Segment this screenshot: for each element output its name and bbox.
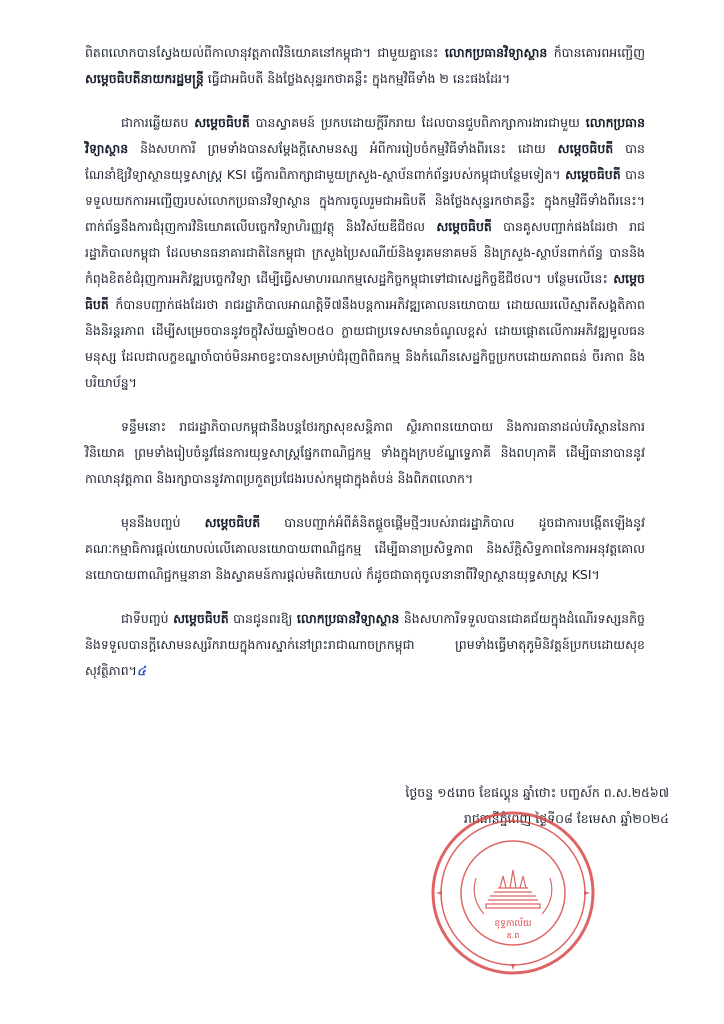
- p2-bold-5: សម្ដេចធិបតី: [436, 219, 492, 234]
- official-seal: [428, 808, 598, 978]
- seal-office-label: ខុទ្ទកាល័យ: [494, 919, 532, 929]
- p1-bold-prime-minister: សម្ដេចធិបតីនាយករដ្ឋមន្ត្រី: [85, 71, 204, 86]
- p2-bold-1: សម្ដេចធិបតី: [194, 115, 250, 130]
- p2-bold-6: សម្ដេចធិបតី: [85, 271, 645, 312]
- paragraph-1: [85, 40, 645, 92]
- p2-bold-2: លោកប្រធានវិទ្យាស្ថាន: [85, 115, 646, 156]
- seal-emblem: [474, 870, 552, 914]
- paragraph-3: [85, 414, 645, 492]
- p2-text-h: ក៏បានបញ្ជាក់ផងដែរថា រាជរដ្ឋាភិបាលអាណត្តិទី៧នឹងបន្តការអភិវឌ្ឍគោលនយោបាយ ដោយឈរលើស្មារតីសង្គតិភាព និងនិរន្តរភាព ដើម្បីសម្រេចបាននូវចក្ខុវិស័យឆ្នាំ២០៥០ ក្លាយជាប្រទេសមានចំណូលខ្ពស់ ដោយផ្ដោតលើការអភិវឌ្ឍមូលធនមនុស្ស ដែលជាលក្ខខណ្ឌចាំបាច់មិនអាចខ្វះបានសម្រាប់ជំរុញពិពិធកម្ម និងកំណើនសេដ្ឋកិច្ចប្រកបដោយភាពធន់ ចីរភាព និងបរិយាប័ន្ន។: [85, 297, 645, 390]
- paragraph-2: [85, 110, 645, 396]
- solar-date-line: រាជធានីភ្នំពេញ ថ្ងៃទី០៨ ខែមេសា ឆ្នាំ២០២៤: [463, 811, 669, 826]
- p5-bold-1: សម្ដេចធិបតី: [173, 611, 229, 626]
- p5-text-c: បានជូនពរឱ្យ: [228, 611, 297, 626]
- document-body: [85, 40, 645, 702]
- p5-text-d: និងសហការីទទួលបានជោគជ័យក្នុងដំណើរទស្សនកិច្ច និងទទួលបានក្ដីសោមនស្សរីករាយក្នុងការស្នាក់នៅព្រះរាជាណាចក្រកម្ពុជា ព្រមទាំងធ្វើមាតុភូមិនិវត្តន៍ប្រកបដោយសុខសុវត្ថិភាព។: [85, 611, 645, 678]
- p2-text-c: បានស្វាគមន៍ ប្រកបដោយក្ដីរីករាយ ដែលបានជួបពិភាក្សាការងារជាមួយ: [249, 115, 586, 130]
- p2-text-g: បានគូសបញ្ជាក់ផងដែរថា រាជរដ្ឋាភិបាលកម្ពុជា ដែលមានធនាគារជាតិនៃកម្ពុជា ក្រសួងប្រៃសណីយ៍និងទូរគមនាគមន៍ និងក្រសួង-ស្ថាប័នពាក់ព័ន្ធ បាននិងកំពុងខិតខំជំរុញការអភិវឌ្ឍបច្ចេកវិទ្យា ដើម្បីធ្វើសមាហរណកម្មសេដ្ឋកិច្ចកម្ពុជាទៅជាសេដ្ឋកិច្ចឌីជីថល។ បន្ថែមលើនេះ: [85, 219, 645, 286]
- lunar-date-line: ថ្ងៃចន្ទ ១៥រោច ខែផល្គុន ឆ្នាំថោះ បញ្ចស័ក ព.ស.២៥៦៧: [405, 785, 669, 800]
- p4-text-a: មុននឹងបញ្ចប់: [121, 515, 205, 530]
- p1-text-c: ក៏បានគោរពអញ្ជើញ: [547, 45, 645, 60]
- p1-bold-institute-president: លោកប្រធានវិទ្យាស្ថាន: [444, 45, 548, 60]
- p5-text-a: ជាទីបញ្ចប់: [121, 611, 174, 626]
- p4-text-c: បានបញ្ជាក់អំពីគំនិតផ្តួចផ្តើមថ្មីៗរបស់រាជរដ្ឋាភិបាល ដូចជាការបង្កើតឡើងនូវគណៈកម្មាធិការផ្ដល់យោបល់លើគោលនយោបាយពាណិជ្ជកម្ម ដើម្បីធានាប្រសិទ្ធភាព និងស័ក្តិសិទ្ធភាពនៃការអនុវត្តគោលនយោបាយពាណិជ្ជកម្មនានា និងស្វាគមន៍ការផ្ដល់មតិយោបល់ ក៏ដូចជាធាតុចូលនានាពីវិទ្យាស្ថានយុទ្ធសាស្ត្រ KSI។: [85, 515, 646, 582]
- p3-text-a: ទន្ទឹមនោះ រាជរដ្ឋាភិបាលកម្ពុជានឹងបន្តថែរក្សាសុខសន្តិភាព ស្ថិរភាពនយោបាយ និងការធានាដល់បរិស្ថាននៃការវិនិយោគ ព្រមទាំងរៀបចំនូវផែនការយុទ្ធសាស្ត្រផ្នែកពាណិជ្ជកម្ម ទាំងក្នុងក្របខ័ណ្ឌទ្វេភាគី និងពហុភាគី ដើម្បីធានាបាននូវកាលានុវត្តភាព និងរក្សាបាននូវភាពប្រកួតប្រជែងរបស់កម្ពុជាក្នុងតំបន់ និងពិភពលោក។: [85, 419, 645, 486]
- p2-bold-3: សម្ដេចធិបតី: [557, 141, 614, 156]
- paragraph-5: [85, 606, 645, 684]
- handwritten-mark: ៤: [136, 663, 146, 678]
- p4-bold-1: សម្ដេចធិបតី: [204, 515, 261, 530]
- p2-text-e: បានណែនាំឱ្យវិទ្យាស្ថានយុទ្ធសាស្ត្រ KSI ធ្វើការពិភាក្សាជាមួយក្រសួង-ស្ថាប័នពាក់ព័ន្ធរបស់កម្ពុជាបន្ថែមទៀត។: [85, 141, 645, 182]
- paragraph-4: [85, 510, 645, 588]
- seal-number-label: ឧ.ព: [506, 931, 520, 940]
- p2-text-f: បានទទួលយកការអញ្ជើញរបស់លោកប្រធានវិទ្យាស្ថាន ក្នុងការចូលរួមជាអធិបតី និងថ្លែងសុន្ទរកថាគន្លឹះ ក្នុងកម្មវិធីទាំងពីរនេះ។ ពាក់ព័ន្ធនឹងការជំរុញការវិនិយោគលើបច្ចេកវិទ្យាហិរញ្ញវត្ថុ និងវិស័យឌីជីថល: [85, 167, 645, 234]
- p2-bold-4: សម្ដេចធិបតី: [565, 167, 621, 182]
- seal-ring-pattern: [436, 816, 590, 970]
- p1-text-a: ពិតពលោកបានស្វែងយល់ពីកាលានុវត្តភាពវិនិយោគនៅកម្ពុជា។ ជាមួយគ្នានេះ: [85, 45, 445, 60]
- p5-bold-2: លោកប្រធានវិទ្យាស្ថាន: [296, 611, 400, 626]
- p1-text-d: ធ្វើជាអធិបតី និងថ្លែងសុន្ទរកថាគន្លឹះ ក្នុងកម្មវិធីទាំង ២ នេះផងដែរ។: [203, 71, 511, 86]
- p2-text-d: និងសហការី ព្រមទាំងបានសម្ដែងក្ដីសោមនស្ស អំពីការរៀបចំកម្មវិធីទាំងពីរនេះ ដោយ: [128, 141, 558, 156]
- p2-text-a: ជាការឆ្លើយតប: [121, 115, 195, 130]
